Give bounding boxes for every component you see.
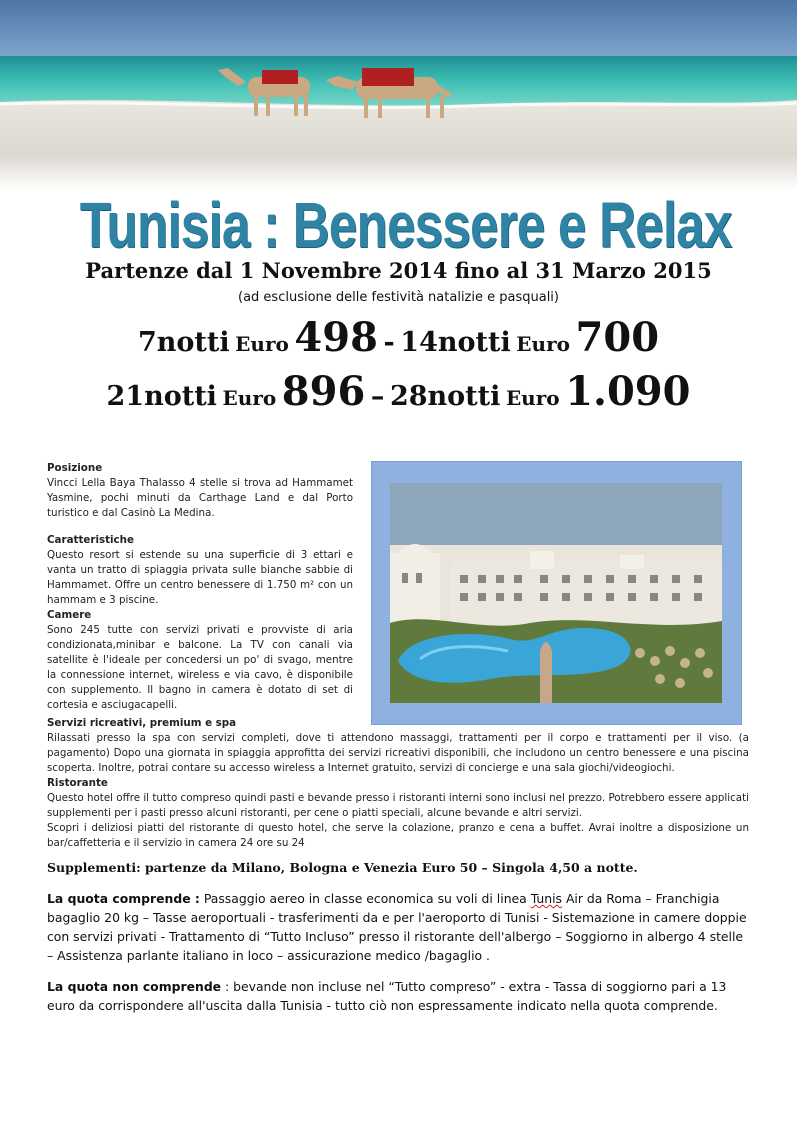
price-separator: – <box>370 381 385 412</box>
section-text-ristorante-2: Scopri i deliziosi piatti del ristorante di questo hotel, che serve la colazione, pranzo e cena a buffet. Avrai inoltre a disposizione un bar/caffetteria e il servizio in camera 24 ore su 24 <box>47 822 749 849</box>
section-text-camere: Sono 245 tutte con servizi privati e provviste di aria condizionata,minibar e balcone. La TV con canali via satellite è l'ideale per concedersi un po' di svago, mentre la connessione internet, wireless e via cavo, è disponibile con supplemento. Il bagno in camera è dotato di set di cortesia e asciugacapelli. <box>47 624 353 711</box>
quota-comprende-text-2: Air da Roma – Franchigia bagaglio 20 kg – Tasse aeroportuali - trasferimenti da e per l'aeroporto di Tunisi - Sistemazione in camere doppie con servizi privati - Trattamento di “Tutto Incluso” presso il ristorante dell'albergo – Soggiorno in albergo 4 stelle – Assistenza parlante italiano in loco – assicurazione medico /bagaglio . <box>47 891 747 963</box>
section-heading-posizione: Posizione <box>47 462 103 474</box>
quota-non-comprende <box>47 977 749 1015</box>
price-nights: 14notti <box>400 327 511 358</box>
section-text-caratteristiche: Questo resort si estende su una superficie di 3 ettari e vanta un tratto di spiaggia privata sulle bianche sabbie di Hammamet. Offre un centro benessere di 1.750 m² con un hammam e 3 piscine. <box>47 549 353 606</box>
price-nights: 21notti <box>106 381 217 412</box>
hotel-description-column <box>47 461 353 713</box>
price-currency: Euro <box>235 332 289 356</box>
price-amount: 700 <box>575 314 660 361</box>
price-amount: 896 <box>281 368 366 415</box>
hotel-photo <box>390 483 722 703</box>
hotel-photo-frame <box>371 461 742 725</box>
section-heading-camere: Camere <box>47 609 92 621</box>
services-section <box>47 716 749 851</box>
departure-dates: Partenze dal 1 Novembre 2014 fino al 31 Marzo 2015 <box>85 258 712 283</box>
quota-non-comprende-text: : bevande non incluse nel “Tutto compreso” - extra - Tassa di soggiorno pari a 13 euro da corrispondere all'uscita dalla Tunisia - tutto ciò non espressamente indicato nella quota comprende. <box>47 979 727 1013</box>
spellcheck-word: Tunis <box>530 891 562 906</box>
section-text-posizione: Vincci Lella Baya Thalasso 4 stelle si trova ad Hammamet Yasmine, pochi minuti da Carthage Land e dal Porto turistico e dal Casinò La Medina. <box>47 477 353 519</box>
price-line-1 <box>0 314 797 361</box>
supplements-line: Supplementi: partenze da Milano, Bologna e Venezia Euro 50 – Singola 4,50 a notte. <box>47 860 638 875</box>
price-amount: 498 <box>294 314 378 361</box>
price-line-2 <box>0 368 797 415</box>
price-amount: 1.090 <box>565 368 691 415</box>
hero-beach-image <box>0 0 797 190</box>
section-heading-ristorante: Ristorante <box>47 777 108 789</box>
section-text-servizi: Rilassati presso la spa con servizi completi, dove ti attendono massaggi, trattamenti per il corpo e trattamenti per il viso. (a pagamento) Dopo una giornata in spiaggia approfitta dei servizi ricreativi disponibili, che includono un centro benessere e una piscina scoperta. Inoltre, potrai contare su accesso wireless a Internet gratuito, servizi di concierge e una sala giochi/videogiochi. <box>47 732 749 774</box>
section-heading-caratteristiche: Caratteristiche <box>47 534 134 546</box>
section-heading-servizi: Servizi ricreativi, premium e spa <box>47 717 237 729</box>
price-currency: Euro <box>505 386 560 410</box>
price-nights: 28notti <box>389 381 501 412</box>
quota-comprende-text-1: Passaggio aereo in classe economica su voli di linea <box>199 891 531 906</box>
page-title: Tunisia : Benessere e Relax <box>79 189 732 261</box>
price-nights: 7notti <box>137 327 230 358</box>
quota-non-comprende-label: La quota non comprende <box>47 979 222 994</box>
section-text-ristorante-1: Questo hotel offre il tutto compreso quindi pasti e bevande presso i ristoranti interni sono inclusi nel prezzo. Potrebbero essere applicati supplementi per i pasti presso alcuni ristoranti, per cene o piatti speciali, alcune bevande e altri servizi. <box>47 792 749 819</box>
price-separator: - <box>383 327 395 358</box>
holidays-note: (ad esclusione delle festività natalizie e pasquali) <box>238 290 559 305</box>
quota-comprende <box>47 889 749 965</box>
price-currency: Euro <box>222 386 277 410</box>
quota-comprende-label: La quota comprende : <box>47 891 200 906</box>
price-currency: Euro <box>516 332 570 356</box>
